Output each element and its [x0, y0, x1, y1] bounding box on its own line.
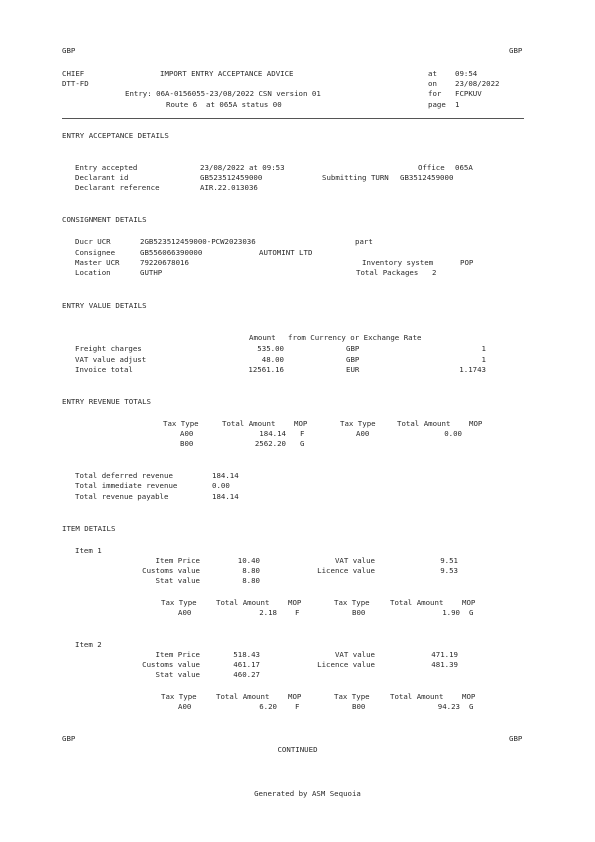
value-row-currency: GBP	[346, 355, 360, 364]
consignee-name: AUTOMINT LTD	[259, 248, 313, 257]
revenue-tax-type: A00	[180, 429, 194, 438]
payable-label: Total revenue payable	[75, 492, 169, 501]
value-col-amount: Amount	[249, 333, 276, 342]
revenue-col-tax-type-2: Tax Type	[340, 419, 376, 428]
item-col-total-2: Total Amount	[390, 598, 444, 607]
document-title: IMPORT ENTRY ACCEPTANCE ADVICE	[160, 69, 294, 78]
item-tax-amount: 2.18	[259, 608, 277, 617]
deferred-value: 184.14	[212, 471, 239, 480]
item-customs-label: Customs value	[142, 566, 200, 575]
revenue-col-mop: MOP	[294, 419, 308, 428]
revenue-amount: 2562.20	[254, 439, 286, 448]
revenue-col-total-2: Total Amount	[397, 419, 451, 428]
revenue-mop: F	[300, 429, 305, 438]
footer-currency-left: GBP	[62, 734, 76, 743]
consignee-label: Consignee	[75, 248, 116, 257]
header-rule	[62, 118, 524, 119]
item-tax-mop: F	[295, 608, 300, 617]
page-label: page	[428, 100, 446, 109]
item-col-tax-type-2: Tax Type	[334, 598, 370, 607]
item-customs-label: Customs value	[142, 660, 200, 669]
ducr-value: 2GB523512459000-PCW2023036	[140, 237, 256, 246]
value-heading: ENTRY VALUE DETAILS	[62, 301, 147, 310]
value-row-label: Invoice total	[75, 365, 133, 374]
packages-value: 2	[432, 268, 437, 277]
revenue-col-total: Total Amount	[222, 419, 276, 428]
item-customs-value: 461.17	[233, 660, 260, 669]
item-col-tax-type: Tax Type	[161, 598, 197, 607]
item-col-tax-type-2: Tax Type	[334, 692, 370, 701]
value-row-amount: 535.00	[257, 344, 284, 353]
inventory-value: POP	[460, 258, 474, 267]
item-tax-amount: 94.23	[437, 702, 460, 711]
entry-line: Entry: 06A-0156055-23/08/2022 CSN version 01	[125, 89, 321, 98]
item-licence-value: 481.39	[431, 660, 458, 669]
page-number: 1	[455, 100, 460, 109]
value-col-from: from Currency or Exchange Rate	[288, 333, 422, 342]
item-stat-label: Stat value	[155, 670, 200, 679]
master-ucr-label: Master UCR	[75, 258, 120, 267]
revenue-col-tax-type: Tax Type	[163, 419, 199, 428]
deferred-label: Total deferred revenue	[75, 471, 173, 480]
item-stat-value: 460.27	[233, 670, 260, 679]
item-licence-label: Licence value	[317, 660, 375, 669]
revenue-tax-type: B00	[180, 439, 194, 448]
item-vat-label: VAT value	[334, 650, 375, 659]
revenue-amount: 184.14	[259, 429, 286, 438]
currency-left: GBP	[62, 46, 76, 55]
item-tax-type: A00	[178, 702, 192, 711]
continued-label: CONTINUED	[277, 745, 318, 754]
reference-label: Declarant reference	[75, 183, 160, 192]
value-row-label: VAT value adjust	[75, 355, 147, 364]
item-tax-amount: 6.20	[259, 702, 277, 711]
for-label: for	[428, 89, 442, 98]
entry-accepted-label: Entry accepted	[75, 163, 138, 172]
item-stat-value: 8.80	[242, 576, 260, 585]
item-vat-value: 471.19	[431, 650, 458, 659]
submitting-value: GB3512459000	[400, 173, 454, 182]
item-tax-mop: F	[295, 702, 300, 711]
document-code: DTT-FD	[62, 79, 89, 88]
revenue-amount: 0.00	[444, 429, 462, 438]
immediate-label: Total immediate revenue	[75, 481, 178, 490]
at-value: 09:54	[455, 69, 478, 78]
item-tax-mop: G	[469, 702, 474, 711]
item-tax-amount: 1.90	[442, 608, 460, 617]
item-col-total: Total Amount	[216, 692, 270, 701]
item-price-label: Item Price	[155, 556, 200, 565]
item-tax-type: A00	[178, 608, 192, 617]
at-label: at	[428, 69, 437, 78]
item-stat-label: Stat value	[155, 576, 200, 585]
value-row-rate: 1	[481, 355, 486, 364]
item-name: Item 1	[75, 546, 102, 555]
currency-right: GBP	[509, 46, 523, 55]
consignee-value: GB556066390000	[140, 248, 203, 257]
on-label: on	[428, 79, 437, 88]
item-licence-value: 9.53	[440, 566, 458, 575]
item-col-mop-2: MOP	[462, 598, 476, 607]
item-price-value: 10.40	[237, 556, 260, 565]
item-customs-value: 8.80	[242, 566, 260, 575]
item-col-tax-type: Tax Type	[161, 692, 197, 701]
item-price-value: 518.43	[233, 650, 260, 659]
immediate-value: 0.00	[212, 481, 230, 490]
ducr-label: Ducr UCR	[75, 237, 111, 246]
packages-label: Total Packages	[356, 268, 419, 277]
location-value: GUTHP	[140, 268, 163, 277]
item-col-total-2: Total Amount	[390, 692, 444, 701]
item-col-mop: MOP	[288, 692, 302, 701]
value-row-currency: EUR	[346, 365, 360, 374]
part-label: part	[355, 237, 373, 246]
item-tax-type: B00	[352, 608, 366, 617]
submitting-label: Submitting TURN	[322, 173, 389, 182]
revenue-col-mop-2: MOP	[469, 419, 483, 428]
inventory-label: Inventory system	[362, 258, 434, 267]
item-col-total: Total Amount	[216, 598, 270, 607]
consignment-heading: CONSIGNMENT DETAILS	[62, 215, 147, 224]
item-col-mop-2: MOP	[462, 692, 476, 701]
item-name: Item 2	[75, 640, 102, 649]
declarant-label: Declarant id	[75, 173, 129, 182]
on-value: 23/08/2022	[455, 79, 500, 88]
payable-value: 184.14	[212, 492, 239, 501]
system-code: CHIEF	[62, 69, 85, 78]
master-ucr-value: 79220678016	[140, 258, 189, 267]
item-price-label: Item Price	[155, 650, 200, 659]
route-line: Route 6 at 065A status 00	[166, 100, 282, 109]
item-tax-mop: G	[469, 608, 474, 617]
office-label: Office	[418, 163, 445, 172]
items-heading: ITEM DETAILS	[62, 524, 116, 533]
entry-accepted-value: 23/08/2022 at 09:53	[200, 163, 285, 172]
value-row-currency: GBP	[346, 344, 360, 353]
revenue-mop: G	[300, 439, 305, 448]
value-row-rate: 1	[481, 344, 486, 353]
item-tax-type: B00	[352, 702, 366, 711]
value-row-amount: 48.00	[261, 355, 284, 364]
declarant-value: GB523512459000	[200, 173, 263, 182]
item-vat-label: VAT value	[334, 556, 375, 565]
for-value: FCPKUV	[455, 89, 482, 98]
footer-currency-right: GBP	[509, 734, 523, 743]
value-row-label: Freight charges	[75, 344, 142, 353]
reference-value: AIR.22.013036	[200, 183, 258, 192]
office-value: 065A	[455, 163, 473, 172]
item-vat-value: 9.51	[440, 556, 458, 565]
location-label: Location	[75, 268, 111, 277]
revenue-tax-type: A00	[356, 429, 370, 438]
acceptance-heading: ENTRY ACCEPTANCE DETAILS	[62, 131, 169, 140]
value-row-rate: 1.1743	[459, 365, 486, 374]
item-licence-label: Licence value	[317, 566, 375, 575]
item-col-mop: MOP	[288, 598, 302, 607]
revenue-heading: ENTRY REVENUE TOTALS	[62, 397, 151, 406]
value-row-amount: 12561.16	[248, 365, 284, 374]
generated-by: Generated by ASM Sequoia	[254, 789, 361, 798]
